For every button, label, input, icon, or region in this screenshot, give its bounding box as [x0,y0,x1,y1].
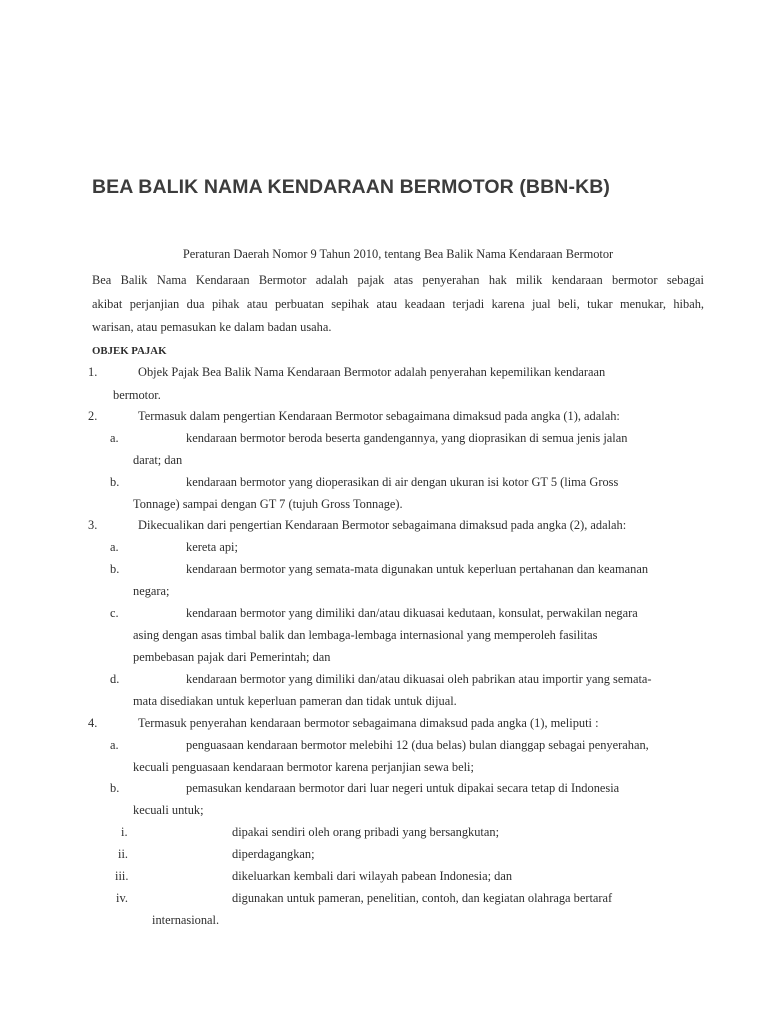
sub-item-text: darat; dan [133,453,183,467]
sub-marker: b. [110,781,120,795]
sub-item-text: kecuali untuk; [133,803,204,817]
roman-marker: ii. [118,847,128,861]
sub-marker: b. [110,562,120,576]
sub-item-text: kecuali penguasaan kendaraan bermotor karena perjanjian sewa beli; [133,760,474,774]
roman-item-text: dikeluarkan kembali dari wilayah pabean Indonesia; dan [232,869,513,883]
list-item-text: Termasuk dalam pengertian Kendaraan Bermotor sebagaimana dimaksud pada angka (1), adalah: [138,409,620,423]
sub-item-text: kendaraan bermotor yang dimiliki dan/atau dikuasai oleh pabrikan atau importir yang semata- [186,672,652,686]
roman-marker: i. [121,825,128,839]
sub-item-text: Tonnage) sampai dengan GT 7 (tujuh Gross Tonnage). [133,497,403,511]
list-item-text: bermotor. [113,388,161,402]
intro-line-1: Bea Balik Nama Kendaraan Bermotor adalah pajak atas penyerahan hak milik kendaraan bermotor sebagai [92,273,704,287]
roman-item-text: internasional. [152,913,220,927]
intro-line-2: akibat perjanjian dua pihak atau perbuatan sepihak atau keadaan terjadi karena jual beli, tukar menukar, hibah, [92,297,704,311]
document-title: BEA BALIK NAMA KENDARAAN BERMOTOR (BBN-KB) [92,176,611,198]
roman-item-text: dipakai sendiri oleh orang pribadi yang bersangkutan; [232,825,500,839]
roman-item-text: digunakan untuk pameran, penelitian, contoh, dan kegiatan olahraga bertaraf [232,891,613,905]
sub-item-text: mata disediakan untuk keperluan pameran dan tidak untuk dijual. [133,694,457,708]
roman-marker: iv. [116,891,128,905]
intro-line-3: warisan, atau pemasukan ke dalam badan usaha. [92,320,332,334]
sub-item-text: kendaraan bermotor yang dioperasikan di air dengan ukuran isi kotor GT 5 (lima Gross [186,475,619,489]
sub-item-text: kereta api; [186,540,238,554]
list-item-text: Termasuk penyerahan kendaraan bermotor sebagaimana dimaksud pada angka (1), meliputi : [138,716,599,730]
sub-item-text: kendaraan bermotor yang semata-mata digunakan untuk keperluan pertahanan dan keamanan [186,562,649,576]
sub-item-text: pemasukan kendaraan bermotor dari luar negeri untuk dipakai secara tetap di Indonesia [186,781,620,795]
list-marker: 1. [88,365,98,379]
sub-marker: b. [110,475,120,489]
sub-marker: a. [110,738,119,752]
sub-item-text: pembebasan pajak dari Pemerintah; dan [133,650,331,664]
sub-marker: a. [110,431,119,445]
section-heading-objek-pajak: OBJEK PAJAK [92,345,167,357]
list-marker: 3. [88,518,98,532]
sub-item-text: negara; [133,584,170,598]
sub-item-text: kendaraan bermotor beroda beserta gandengannya, yang dioprasikan di semua jenis jalan [186,431,628,445]
sub-item-text: penguasaan kendaraan bermotor melebihi 12 (dua belas) bulan dianggap sebagai penyerahan, [186,738,649,752]
sub-item-text: asing dengan asas timbal balik dan lembaga-lembaga internasional yang memperoleh fasilitas [133,628,598,642]
list-marker: 4. [88,716,98,730]
sub-marker: a. [110,540,119,554]
list-item-text: Objek Pajak Bea Balik Nama Kendaraan Bermotor adalah penyerahan kepemilikan kendaraan [138,365,606,379]
sub-item-text: kendaraan bermotor yang dimiliki dan/atau dikuasai kedutaan, konsulat, perwakilan negara [186,606,638,620]
roman-marker: iii. [115,869,129,883]
sub-marker: c. [110,606,119,620]
sub-marker: d. [110,672,120,686]
list-item-text: Dikecualikan dari pengertian Kendaraan Bermotor sebagaimana dimaksud pada angka (2), adalah: [138,518,627,532]
roman-item-text: diperdagangkan; [232,847,315,861]
list-marker: 2. [88,409,98,423]
document-subtitle: Peraturan Daerah Nomor 9 Tahun 2010, tentang Bea Balik Nama Kendaraan Bermotor [182,247,614,261]
